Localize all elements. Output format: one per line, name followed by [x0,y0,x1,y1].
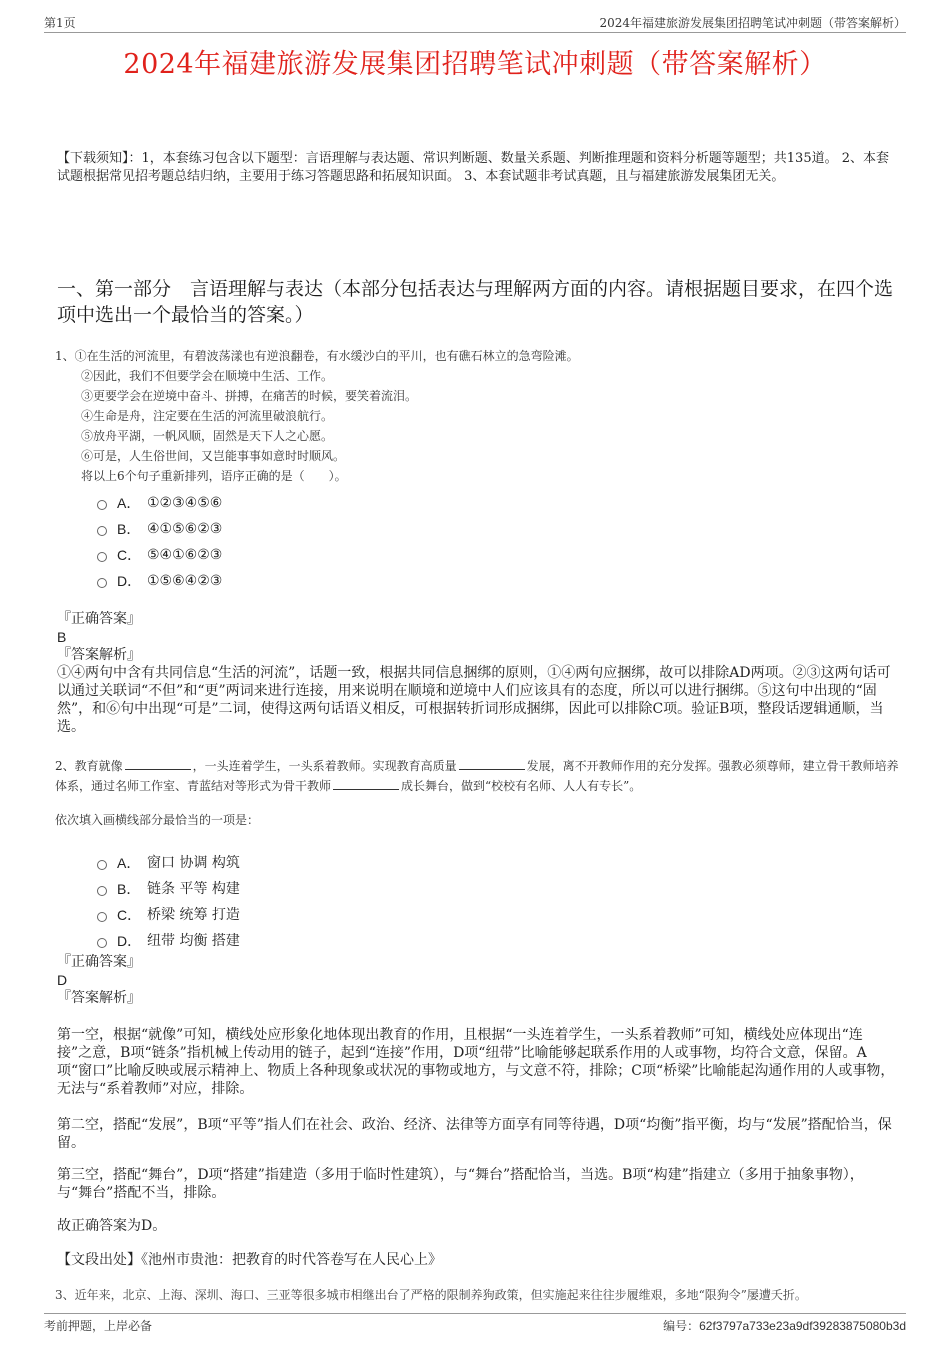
q2-stem: 2、教育就像 ，一头连着学生，一头系着教师。实现教育高质量 发展，离不开教师作用的充分发挥。强教必须尊师，建立骨干教师培养体系，通过名师工作室、青蓝结对等形式为骨干教师 成长舞台，做到“校校有名师、人人有专长”。 [55,759,899,793]
question-2 [55,756,900,954]
q2-analysis-paragraph: 故正确答案为D。 [57,1218,167,1234]
radio-icon[interactable] [97,886,107,896]
page-header [44,14,906,33]
question-1 [55,346,915,594]
q2-option-b[interactable]: B． 链条 平等 构建 [97,876,900,902]
q1-stem-line: ⑥可是，人生俗世间，又岂能事事如意时时顺风。 [81,449,346,463]
q2-analysis-label: 『答案解析』 [57,990,141,1006]
q1-stem-line: 将以上6个句子重新排列，语序正确的是（ ）。 [81,469,347,483]
radio-icon[interactable] [97,578,107,588]
q2-analysis-paragraph: 第二空，搭配“发展”，B项“平等”指人们在社会、政治、经济、法律等方面享有同等待遇，D项“均衡”指平衡，均与“发展”搭配恰当，保留。 [57,1117,892,1151]
footer-slogan: 考前押题，上岸必备 [44,1319,153,1333]
q1-options [97,490,915,594]
q2-option-c[interactable]: C． 桥梁 统筹 打造 [97,902,900,928]
q2-option-d[interactable]: D． 纽带 均衡 搭建 [97,928,900,954]
q2-options [97,850,900,954]
radio-icon[interactable] [97,860,107,870]
q1-stem-line: 1、①在生活的河流里，有碧波荡漾也有逆浪翻卷，有水缓沙白的平川，也有礁石林立的急弯险滩。 [55,349,579,363]
radio-icon[interactable] [97,938,107,948]
download-notice: 【下载须知】：1，本套练习包含以下题型：言语理解与表达题、常识判断题、数量关系题、判断推理题和资料分析题等题型；共135道。 2、本套试题根据常见招考题总结归纳，主要用于练习答题思路和拓展知识面。 3、本套试题非考试真题，且与福建旅游发展集团无关。 [57,151,889,184]
document-title: 2024年福建旅游发展集团招聘笔试冲刺题（带答案解析） [123,49,827,80]
page-number: 第1页 [44,16,76,30]
q2-option-a[interactable]: A． 窗口 协调 构筑 [97,850,900,876]
radio-icon[interactable] [97,912,107,922]
q1-stem-line: ②因此，我们不但要学会在顺境中生活、工作。 [81,369,334,383]
q1-stem-line: ④生命是舟，注定要在生活的河流里破浪航行。 [81,409,334,423]
radio-icon[interactable] [97,526,107,536]
q1-stem-line: ③更要学会在逆境中奋斗、拼搏，在痛苦的时候，要笑着流泪。 [81,389,418,403]
fill-blank [459,757,525,770]
q1-answer-label: 『正确答案』 [57,611,141,627]
q2-source: 【文段出处】《池州市贵池：把教育的时代答卷写在人民心上》 [57,1252,442,1268]
header-doc-title: 2024年福建旅游发展集团招聘笔试冲刺题（带答案解析） [599,16,906,30]
q1-analysis-label: 『答案解析』 [57,647,141,663]
q2-analysis-paragraph: 第一空，根据“就像”可知，横线处应形象化地体现出教育的作用，且根据“一头连着学生，一头系着教师”可知，横线处应体现出“连接”之意，B项“链条”指机械上传动用的链子，起到“连接”作用，D项“纽带”比喻能够起联系作用的人或事物，均符合文意，保留。A项“窗口”比喻反映或展示精神上、物质上各种现象或状况的事物或地方，与文意不符，排除；C项“桥梁”比喻能起沟通作用的人或事物，无法与“系着教师”对应，排除。 [57,1027,895,1097]
q1-analysis: ①④两句中含有共同信息“生活的河流”，话题一致，根据共同信息捆绑的原则，①④两句应捆绑，故可以排除AD两项。②③这两句话可以通过关联词“不但”和“更”两词来进行连接，用来说明在顺境和逆境中人们应该具有的态度，所以可以进行捆绑。⑤这句中出现的“固然”，和⑥句中出现“可是”二词，使得这两句话语义相反，可根据转折词形成捆绑，因此可以排除C项。验证B项，整段话逻辑通顺，当选。 [57,665,891,735]
question-3-partial: 3、近年来，北京、上海、深圳、海口、三亚等很多城市相继出台了严格的限制养狗政策，但实施起来往往步履维艰，多地“限狗令”屡遭夭折。 [55,1288,807,1302]
footer-code: 编号：62f3797a733e23a9df39283875080b3d [663,1319,906,1333]
q1-option-b[interactable]: B． ④①⑤⑥②③ [97,516,915,542]
q2-answer-label: 『正确答案』 [57,954,141,970]
q2-answer: D [57,972,68,988]
q1-option-c[interactable]: C． ⑤④①⑥②③ [97,542,915,568]
q1-answer-block [57,610,897,736]
q1-answer: B [57,629,67,645]
q2-answer-block [57,953,897,1007]
q2-analysis-paragraph: 第三空，搭配“舞台”，D项“搭建”指建造（多用于临时性建筑），与“舞台”搭配恰当，当选。B项“构建”指建立（多用于抽象事物），与“舞台”搭配不当，排除。 [57,1167,864,1201]
radio-icon[interactable] [97,552,107,562]
section-heading: 一、第一部分 言语理解与表达（本部分包括表达与理解两方面的内容。请根据题目要求，在四个选项中选出一个最恰当的答案。） [57,278,894,326]
radio-icon[interactable] [97,500,107,510]
q2-prompt: 依次填入画横线部分最恰当的一项是： [55,813,260,827]
q1-option-d[interactable]: D． ①⑤⑥④②③ [97,568,915,594]
q1-stem-line: ⑤放舟平湖，一帆风顺，固然是天下人之心愿。 [81,429,334,443]
fill-blank [333,777,399,790]
fill-blank [125,757,191,770]
q1-option-a[interactable]: A． ①②③④⑤⑥ [97,490,915,516]
page-footer [44,1313,906,1332]
